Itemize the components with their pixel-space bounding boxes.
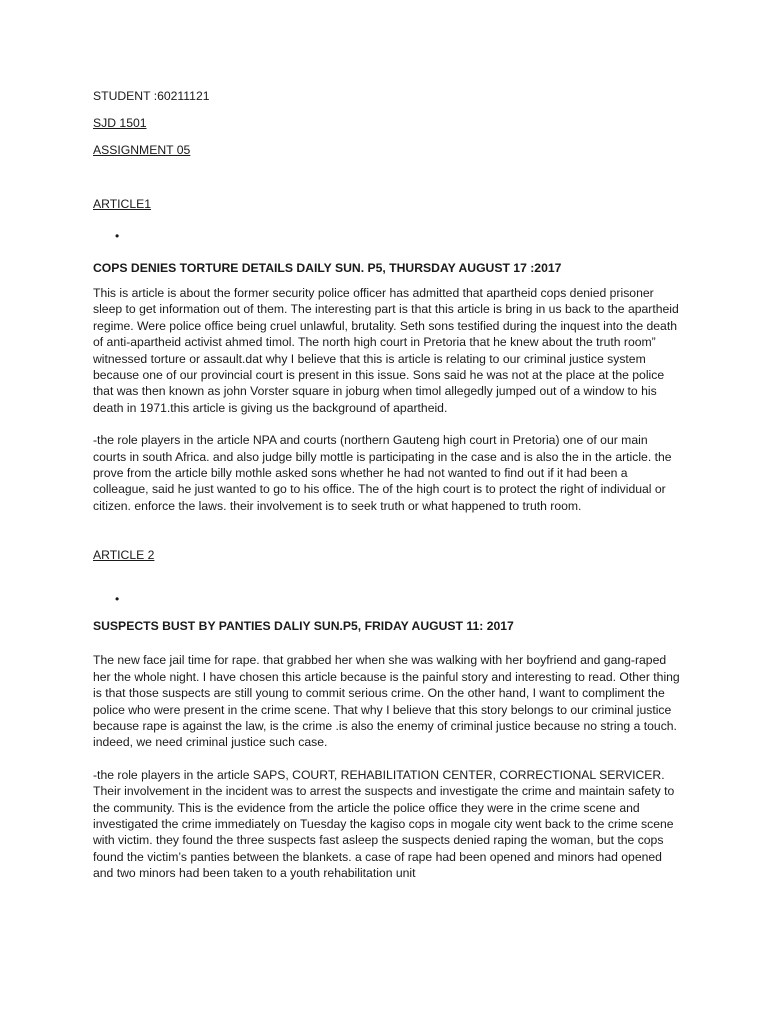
article2-paragraph-1: The new face jail time for rape. that grabbed her when she was walking with her boyfriend and gang-raped her the whole night. I have chosen this article because is the painful story and interesting to read. Other thing is that those suspects are still young to commit serious crime. On the other hand, I want to compliment the police who were present in the crime scene. That why I believe that this story belongs to our criminal justice because rape is against the law, is the crime .is also the enemy of criminal justice because no string a touch. indeed, we need criminal justice such case. <box>93 653 680 750</box>
article1-heading: ARTICLE1 <box>93 197 152 211</box>
article1-paragraph-2: -the role players in the article NPA and courts (northern Gauteng high court in Pretoria) one of our main courts in south Africa. and also judge billy mottle is participating in the case and is also the in the article. the prove from the article billy mothle asked sons whether he had not wanted to find out if it had been a colleague, said he just wanted to go to his office. The of the high court is to protect the right of individual or citizen. enforce the laws. their involvement is to seek truth or what happened to truth room. <box>93 433 672 513</box>
student-number: STUDENT :60211121 <box>93 89 210 103</box>
bullet-icon: • <box>115 229 120 243</box>
bullet-icon: • <box>115 592 120 607</box>
article1-bullet-row <box>93 228 683 244</box>
article2-bullet-row <box>93 591 683 607</box>
article2-paragraph-2: -the role players in the article SAPS, COURT, REHABILITATION CENTER, CORRECTIONAL SERVICER. Their involvement in the incident was to arrest the suspects and investigate the crime and maintain safety to the community. This is the evidence from the article the police office they were in the crime scene and investigated the crime immediately on Tuesday the kagiso cops in mogale city went back to the crime scene with victim. they found the three suspects fast asleep the suspects denied raping the woman, but the cops found the victim’s panties between the blankets. a case of rape had been opened and minors had opened and two minors had been taken to a youth rehabilitation unit <box>93 767 675 881</box>
course-code: SJD 1501 <box>93 116 147 130</box>
article2-heading: ARTICLE 2 <box>93 548 155 563</box>
article1-title: COPS DENIES TORTURE DETAILS DAILY SUN. P5, THURSDAY AUGUST 17 :2017 <box>93 261 562 275</box>
article1-paragraph-1: This is article is about the former security police officer has admitted that apartheid cops denied prisoner sleep to get information out of them. The interesting part is that this article is bring in us back to the apartheid regime. Were police office being cruel unlawful, brutality. Seth sons testified during the inquest into the death of anti-apartheid activist ahmed timol. The north high court in Pretoria that he knew about the truth room” witnessed torture or assault.dat why I believe that this is article is relating to our criminal justice system because one of our provincial court is present in this issue. Sons said he was not at the place at the police that was then known as john Vorster square in joburg when timol allegedly jumped out of a window to his death in 1971.this article is giving us the background of apartheid. <box>93 286 679 415</box>
document-page <box>93 88 683 882</box>
assignment-title: ASSIGNMENT 05 <box>93 143 191 157</box>
article2-title: SUSPECTS BUST BY PANTIES DALIY SUN.P5, FRIDAY AUGUST 11: 2017 <box>93 619 514 634</box>
